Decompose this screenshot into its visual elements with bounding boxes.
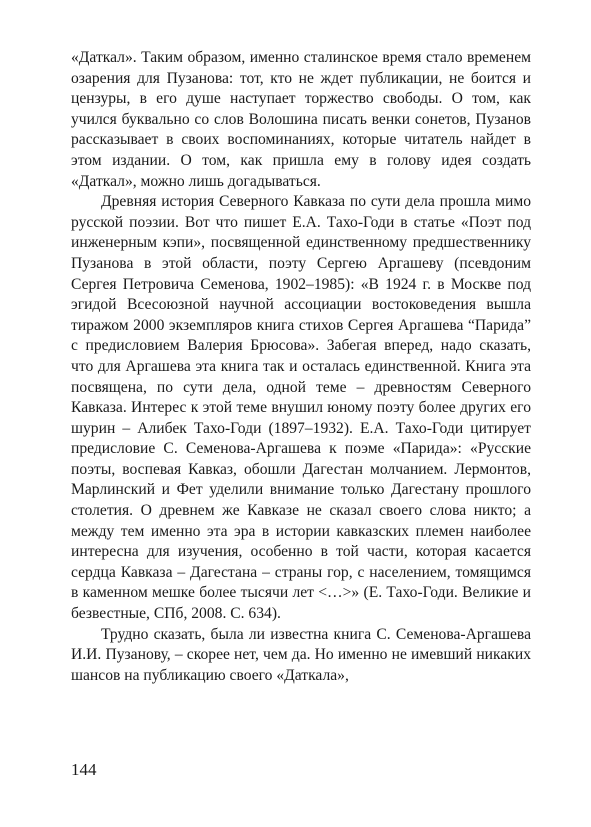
paragraph-1: «Даткал». Таким образом, именно сталинское время стало временем озарения для Пузанова: тот, кто не ждет публикации, не боится и цензуры, в его душе наступает торжество свободы. О том, как учился буквально со слов Волошина писать венки сонетов, Пузанов рассказывает в своих воспоминаниях, которые читатель найдет в этом издании. О том, как пришла ему в голову идея создать «Даткал», можно лишь догадываться. bbox=[71, 49, 531, 190]
paragraph-2: Древняя история Северного Кавказа по сути дела прошла мимо русской поэзии. Вот что пишет Е.А. Тахо-Годи в статье «Поэт под инженерным кэпи», посвященной единственному предшественнику Пузанова в этой области, поэту Сергею Аргашеву (псевдоним Сергея Петровича Семенова, 1902–1985): «В 1924 г. в Москве под эгидой Всесоюзной научной ассоциации востоковедения вышла тиражом 2000 экземпляров книга стихов Сергея Аргашева “Парида” с предисловием Валерия Брюсова». Забегая вперед, надо сказать, что для Аргашева эта книга так и осталась единственной. Книга эта посвящена, по сути дела, одной теме – древностям Северного Кавказа. Интерес к этой теме внушил юному поэту более других его шурин – Алибек Тахо-Годи (1897–1932). Е.А. Тахо-Годи цитирует предисловие С. Семенова-Аргашева к поэме «Парида»: «Русские поэты, воспевая Кавказ, обошли Дагестан молчанием. Лермонтов, Марлинский и Фет уделили внимание только Дагестану прошлого столетия. О древнем же Кавказе не сказал своего слова никто; а между тем именно эта эра в истории кавказских племен наиболее интересна для изучения, особенно в той части, которая касается сердца Кавказа – Дагестана – страны гор, с населением, томящимся в каменном мешке более тысячи лет <…>» (Е. Тахо-Годи. Великие и безвестные, СПб, 2008. С. 634). bbox=[71, 193, 531, 623]
body-text bbox=[71, 48, 531, 686]
page-number: 144 bbox=[71, 760, 97, 779]
paragraph-3: Трудно сказать, была ли известна книга С. Семенова-Аргашева И.И. Пузанову, – скорее нет, чем да. Но именно не имевший никаких шансов на публикацию своего «Даткала», bbox=[71, 625, 531, 684]
